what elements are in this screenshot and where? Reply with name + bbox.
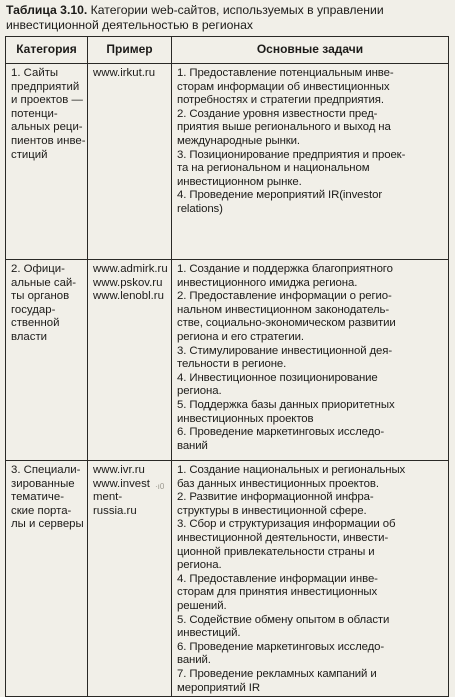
task-line: ваний: [177, 439, 208, 452]
cat-line: тематиче-: [11, 491, 64, 504]
task-line: стве, социально-экономическом развитии: [177, 317, 396, 330]
cat-line: государ-: [11, 303, 56, 316]
table-row: [6, 64, 449, 260]
task-line: та на региональном и национальном: [177, 162, 370, 175]
task-line: 1. Создание национальных и региональных: [177, 464, 406, 476]
category-cell: [6, 64, 88, 260]
table-header-row: [6, 37, 449, 64]
task-line: 5. Содействие обмену опытом в области: [177, 613, 390, 626]
ex-line: russia.ru: [93, 504, 137, 517]
cat-line: ские порта-: [11, 504, 72, 517]
task-line: региона.: [177, 385, 222, 398]
header-example: Пример: [88, 37, 172, 64]
task-line: ционной привлекательности страны и: [177, 545, 375, 558]
table-caption: [6, 3, 451, 33]
ex-line: www.ivr.ru: [93, 464, 145, 476]
task-line: 4. Инвестиционное позиционирование: [177, 371, 378, 384]
task-line: инвестиционных проектов: [177, 412, 314, 425]
ex-line: ment-: [93, 491, 123, 504]
task-line: региона и его стратегии.: [177, 330, 304, 343]
task-line: сторам информации об инвестиционных: [177, 80, 390, 93]
cat-line: стиций: [11, 148, 48, 161]
tasks-cell: [172, 64, 449, 260]
task-line: 3. Стимулирование инвестиционной дея-: [177, 344, 393, 357]
task-line: структуры в инвестиционной сфере.: [177, 504, 367, 517]
caption-label: Таблица 3.10.: [6, 3, 88, 17]
task-line: 6. Проведение маркетинговых исследо-: [177, 640, 385, 653]
cat-line: власти: [11, 330, 48, 343]
cat-line: предприятий: [11, 80, 80, 93]
task-line: 4. Проведение мероприятий IR(investor: [177, 189, 383, 202]
caption-line-1: Категории web-сайтов, используемых в управлении: [87, 3, 384, 17]
task-line: 6. Проведение маркетинговых исследо-: [177, 426, 385, 439]
task-line: 2. Предоставление информации о регио-: [177, 290, 392, 303]
cat-line: ты органов: [11, 290, 70, 303]
task-line: региона.: [177, 559, 222, 572]
task-line: 5. Поддержка базы данных приоритетных: [177, 398, 395, 411]
cat-line: альные сай-: [11, 276, 77, 289]
task-line: сторам для принятия инвестиционных: [177, 586, 378, 599]
task-line: международные рынки.: [177, 134, 300, 147]
category-cell: [6, 260, 88, 461]
task-line: 2. Развитие информационной инфра-: [177, 491, 374, 504]
task-line: нальном инвестиционном законодатель-: [177, 303, 390, 316]
task-line: приятия выше регионального и выход на: [177, 121, 391, 134]
scan-artifact-mark: ·ı0: [155, 482, 165, 491]
tasks-cell: [172, 260, 449, 461]
ex-line: www.lenobl.ru: [93, 290, 164, 303]
task-line: инвестиционного имиджа региона.: [177, 276, 358, 289]
caption-line-2: инвестиционной деятельностью в регионах: [6, 18, 254, 32]
cat-line: альных реци-: [11, 121, 83, 134]
task-line: решений.: [177, 599, 227, 612]
task-line: потребностях и стратегии предприятия.: [177, 94, 384, 107]
cat-line: 2. Офици-: [11, 263, 65, 275]
cat-line: 1. Сайты: [11, 67, 59, 79]
header-category: Категория: [6, 37, 88, 64]
example-cell: [88, 461, 172, 697]
task-line: 3. Позиционирование предприятия и проек-: [177, 148, 406, 161]
task-line: relations): [177, 202, 223, 215]
task-line: 3. Сбор и структуризация информации об: [177, 518, 396, 531]
category-cell: [6, 461, 88, 697]
ex-line: www.admirk.ru: [93, 263, 168, 275]
task-line: тельности в регионе.: [177, 358, 287, 371]
cat-line: 3. Специали-: [11, 464, 81, 476]
tasks-cell: [172, 461, 449, 697]
task-line: 7. Проведение рекламных кампаний и: [177, 667, 377, 680]
task-line: 1. Создание и поддержка благоприятного: [177, 263, 393, 275]
task-line: 4. Предоставление информации инве-: [177, 572, 378, 585]
task-line: 1. Предоставление потенциальным инве-: [177, 67, 394, 79]
cat-line: зированные: [11, 477, 75, 490]
website-categories-table: [5, 36, 449, 697]
task-line: 2. Создание уровня известности пред-: [177, 107, 378, 120]
table-row: [6, 260, 449, 461]
task-line: инвестиционном рынке.: [177, 175, 302, 188]
task-line: инвестиционной деятельности, инвести-: [177, 531, 389, 544]
cat-line: лы и серверы: [11, 518, 84, 531]
task-line: инвестиций.: [177, 627, 241, 640]
example-cell: [88, 260, 172, 461]
cat-line: потенци-: [11, 107, 58, 120]
table-row: [6, 461, 449, 697]
task-line: баз данных инвестиционных проектов.: [177, 477, 379, 490]
ex-line: www.irkut.ru: [93, 67, 156, 79]
header-tasks: Основные задачи: [172, 37, 449, 64]
task-line: мероприятий IR: [177, 681, 260, 694]
cat-line: ственной: [11, 317, 60, 330]
ex-line: www.pskov.ru: [93, 276, 163, 289]
example-cell: [88, 64, 172, 260]
cat-line: и проектов —: [11, 94, 83, 107]
cat-line: пиентов инве-: [11, 134, 86, 147]
ex-line: www.invest: [93, 477, 150, 490]
task-line: ваний.: [177, 654, 211, 667]
